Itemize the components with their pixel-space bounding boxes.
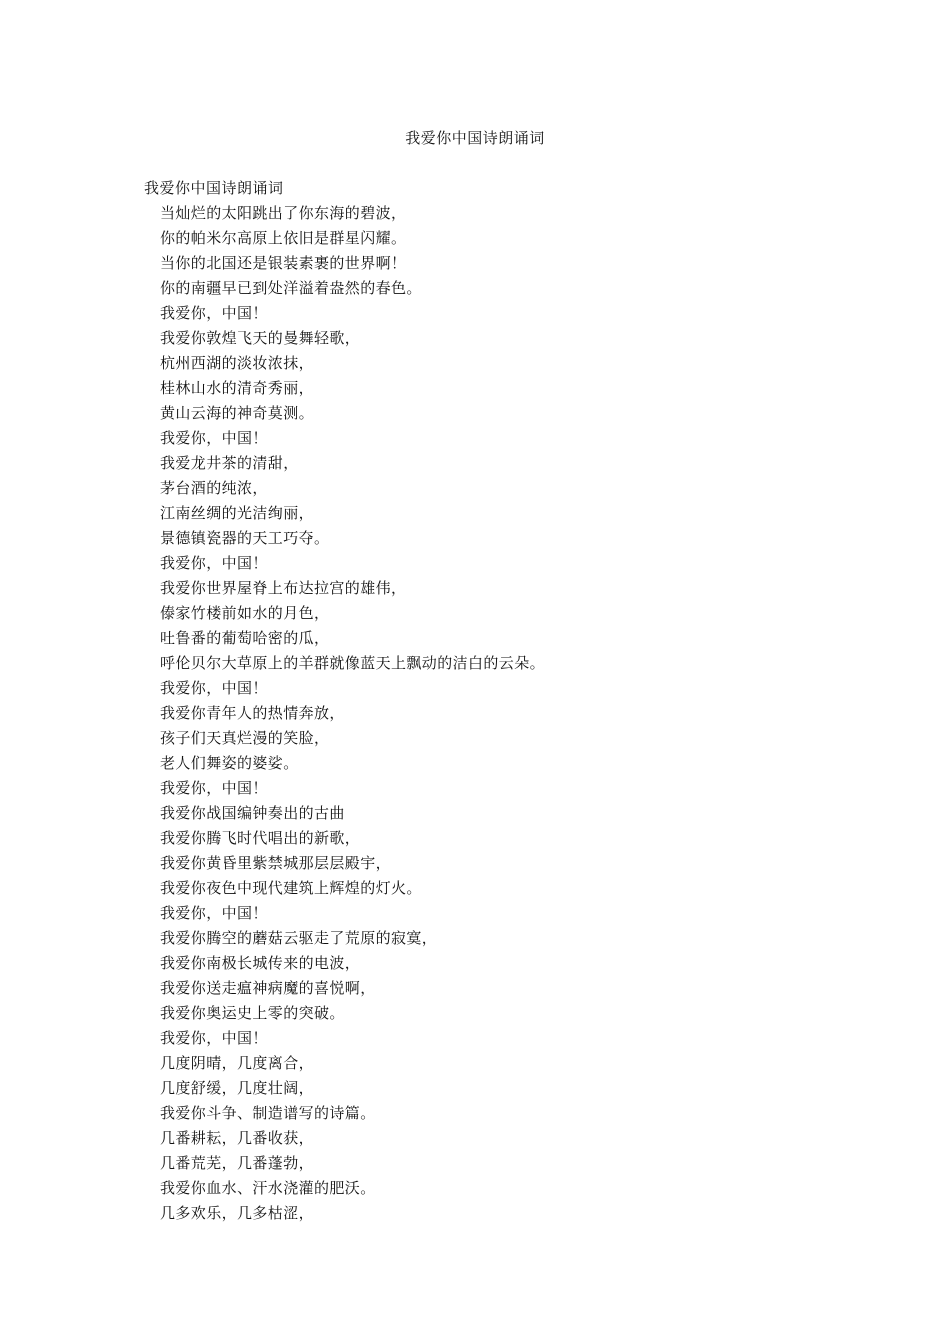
document-title: 我爱你中国诗朗诵词 (405, 129, 545, 147)
poem-body (160, 203, 545, 1228)
poem-line: 我爱你奥运史上零的突破。 (160, 1004, 345, 1022)
poem-line: 几番荒芜，几番蓬勃， (160, 1154, 315, 1172)
poem-line: 我爱你斗争、制造谱写的诗篇。 (160, 1104, 376, 1122)
poem-line: 我爱你送走瘟神病魔的喜悦啊， (160, 979, 376, 997)
poem-line: 我爱你腾飞时代唱出的新歌， (160, 829, 361, 847)
poem-line: 当你的北国还是银装素裹的世界啊！ (160, 254, 407, 272)
poem-line: 你的帕米尔高原上依旧是群星闪耀。 (160, 229, 407, 247)
poem-line: 我爱你，中国！ (160, 429, 268, 447)
poem-line: 江南丝绸的光洁绚丽， (160, 504, 315, 522)
poem-line: 我爱你，中国！ (160, 554, 268, 572)
poem-line: 我爱你，中国！ (160, 679, 268, 697)
poem-line: 杭州西湖的淡妆浓抹， (160, 354, 315, 372)
poem-line: 几多欢乐，几多枯涩， (160, 1204, 315, 1222)
poem-line: 我爱你，中国！ (160, 304, 268, 322)
poem-line: 我爱你南极长城传来的电波， (160, 954, 361, 972)
poem-line: 我爱你世界屋脊上布达拉宫的雄伟， (160, 579, 407, 597)
poem-line: 呼伦贝尔大草原上的羊群就像蓝天上飘动的洁白的云朵。 (160, 654, 546, 672)
poem-line: 孩子们天真烂漫的笑脸， (160, 729, 330, 747)
poem-line: 老人们舞姿的婆娑。 (160, 754, 299, 772)
poem-line: 我爱你，中国！ (160, 904, 268, 922)
poem-line: 吐鲁番的葡萄哈密的瓜， (160, 629, 330, 647)
poem-line: 我爱你夜色中现代建筑上辉煌的灯火。 (160, 879, 422, 897)
poem-line: 你的南疆早已到处洋溢着盎然的春色。 (160, 279, 422, 297)
poem-line: 我爱你青年人的热情奔放， (160, 704, 345, 722)
poem-line: 黄山云海的神奇莫测。 (160, 404, 315, 422)
poem-line: 我爱你战国编钟奏出的古曲 (160, 804, 345, 822)
poem-line: 我爱你腾空的蘑菇云驱走了荒原的寂寞， (160, 929, 438, 947)
poem-line: 茅台酒的纯浓， (160, 479, 268, 497)
poem-line: 几番耕耘，几番收获， (160, 1129, 315, 1147)
poem-line: 我爱你，中国！ (160, 1029, 268, 1047)
poem-line: 我爱你，中国！ (160, 779, 268, 797)
poem-line: 我爱龙井茶的清甜， (160, 454, 299, 472)
poem-line: 景德镇瓷器的天工巧夺。 (160, 529, 330, 547)
poem-heading: 我爱你中国诗朗诵词 (144, 179, 284, 197)
poem-line: 几度舒缓，几度壮阔， (160, 1079, 315, 1097)
poem-line: 我爱你血水、汗水浇灌的肥沃。 (160, 1179, 376, 1197)
poem-line: 桂林山水的清奇秀丽， (160, 379, 315, 397)
poem-line: 当灿烂的太阳跳出了你东海的碧波， (160, 204, 407, 222)
poem-line: 傣家竹楼前如水的月色， (160, 604, 330, 622)
poem-line: 我爱你敦煌飞天的曼舞轻歌， (160, 329, 361, 347)
poem-line: 我爱你黄昏里紫禁城那层层殿宇， (160, 854, 392, 872)
poem-line: 几度阴晴，几度离合， (160, 1054, 315, 1072)
